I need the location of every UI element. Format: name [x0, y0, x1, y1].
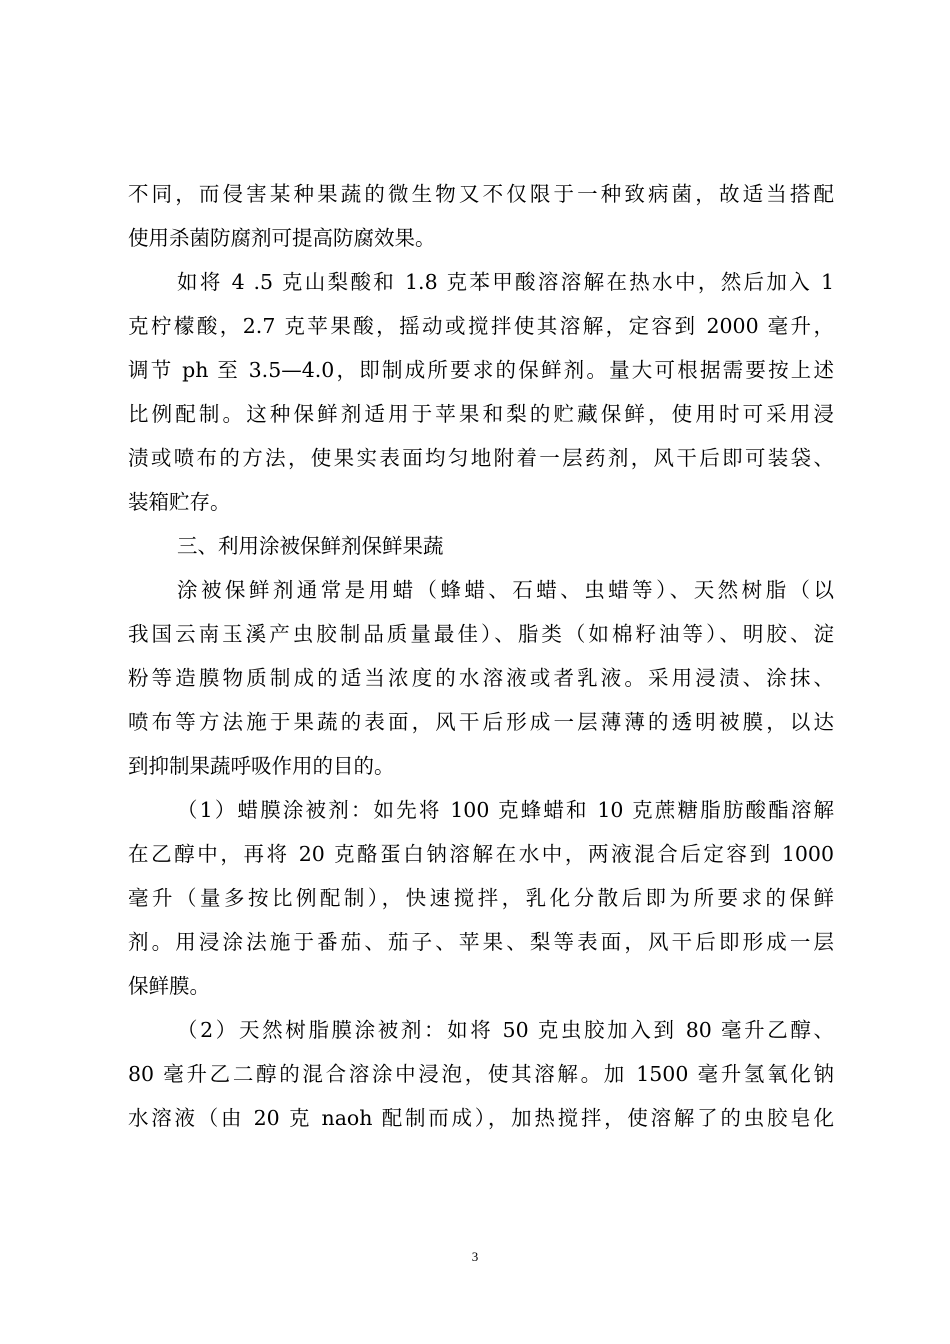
- paragraph-3-line-4: 喷布等方法施于果蔬的表面，风干后形成一层薄薄的透明被膜，以达: [128, 710, 834, 734]
- paragraph-4-line-5: 保鲜膜。: [128, 974, 210, 998]
- paragraph-4-line-3: 毫升（量多按比例配制），快速搅拌，乳化分散后即为所要求的保鲜: [128, 886, 834, 910]
- paragraph-2-line-6: 装箱贮存。: [128, 490, 231, 514]
- paragraph-5-line-1: （2）天然树脂膜涂被剂：如将 50 克虫胶加入到 80 毫升乙醇、: [177, 1018, 834, 1042]
- paragraph-1-line-1: 不同，而侵害某种果蔬的微生物又不仅限于一种致病菌，故适当搭配: [128, 182, 834, 206]
- paragraph-5-line-3: 水溶液（由 20 克 naoh 配制而成），加热搅拌，使溶解了的虫胶皂化: [128, 1106, 834, 1130]
- paragraph-4-line-1: （1）蜡膜涂被剂：如先将 100 克蜂蜡和 10 克蔗糖脂肪酸酯溶解: [177, 798, 834, 822]
- paragraph-4-line-2: 在乙醇中，再将 20 克酪蛋白钠溶解在水中，两液混合后定容到 1000: [128, 842, 834, 866]
- paragraph-2-line-3: 调节 ph 至 3.5—4.0，即制成所要求的保鲜剂。量大可根据需要按上述: [128, 358, 834, 382]
- paragraph-3-line-2: 我国云南玉溪产虫胶制品质量最佳）、脂类（如棉籽油等）、明胶、淀: [128, 622, 834, 646]
- paragraph-2-line-1: 如将 4 .5 克山梨酸和 1.8 克苯甲酸溶溶解在热水中，然后加入 1: [177, 270, 834, 294]
- paragraph-3-line-5: 到抑制果蔬呼吸作用的目的。: [128, 754, 395, 778]
- paragraph-3-line-3: 粉等造膜物质制成的适当浓度的水溶液或者乳液。采用浸渍、涂抹、: [128, 666, 834, 690]
- paragraph-4-line-4: 剂。用浸涂法施于番茄、茄子、苹果、梨等表面，风干后即形成一层: [128, 930, 834, 954]
- paragraph-2-line-2: 克柠檬酸，2.7 克苹果酸，摇动或搅拌使其溶解，定容到 2000 毫升，: [128, 314, 834, 338]
- paragraph-5-line-2: 80 毫升乙二醇的混合溶涂中浸泡，使其溶解。加 1500 毫升氢氧化钠: [128, 1062, 834, 1086]
- paragraph-2-line-4: 比例配制。这种保鲜剂适用于苹果和梨的贮藏保鲜，使用时可采用浸: [128, 402, 834, 426]
- paragraph-2-line-5: 渍或喷布的方法，使果实表面均匀地附着一层药剂，风干后即可装袋、: [128, 446, 834, 470]
- paragraph-1-line-2: 使用杀菌防腐剂可提高防腐效果。: [128, 226, 436, 250]
- paragraph-3-line-1: 涂被保鲜剂通常是用蜡（蜂蜡、石蜡、虫蜡等）、天然树脂（以: [177, 578, 834, 602]
- page-number: 3: [471, 1249, 479, 1264]
- section-heading: 三、利用涂被保鲜剂保鲜果蔬: [177, 534, 444, 558]
